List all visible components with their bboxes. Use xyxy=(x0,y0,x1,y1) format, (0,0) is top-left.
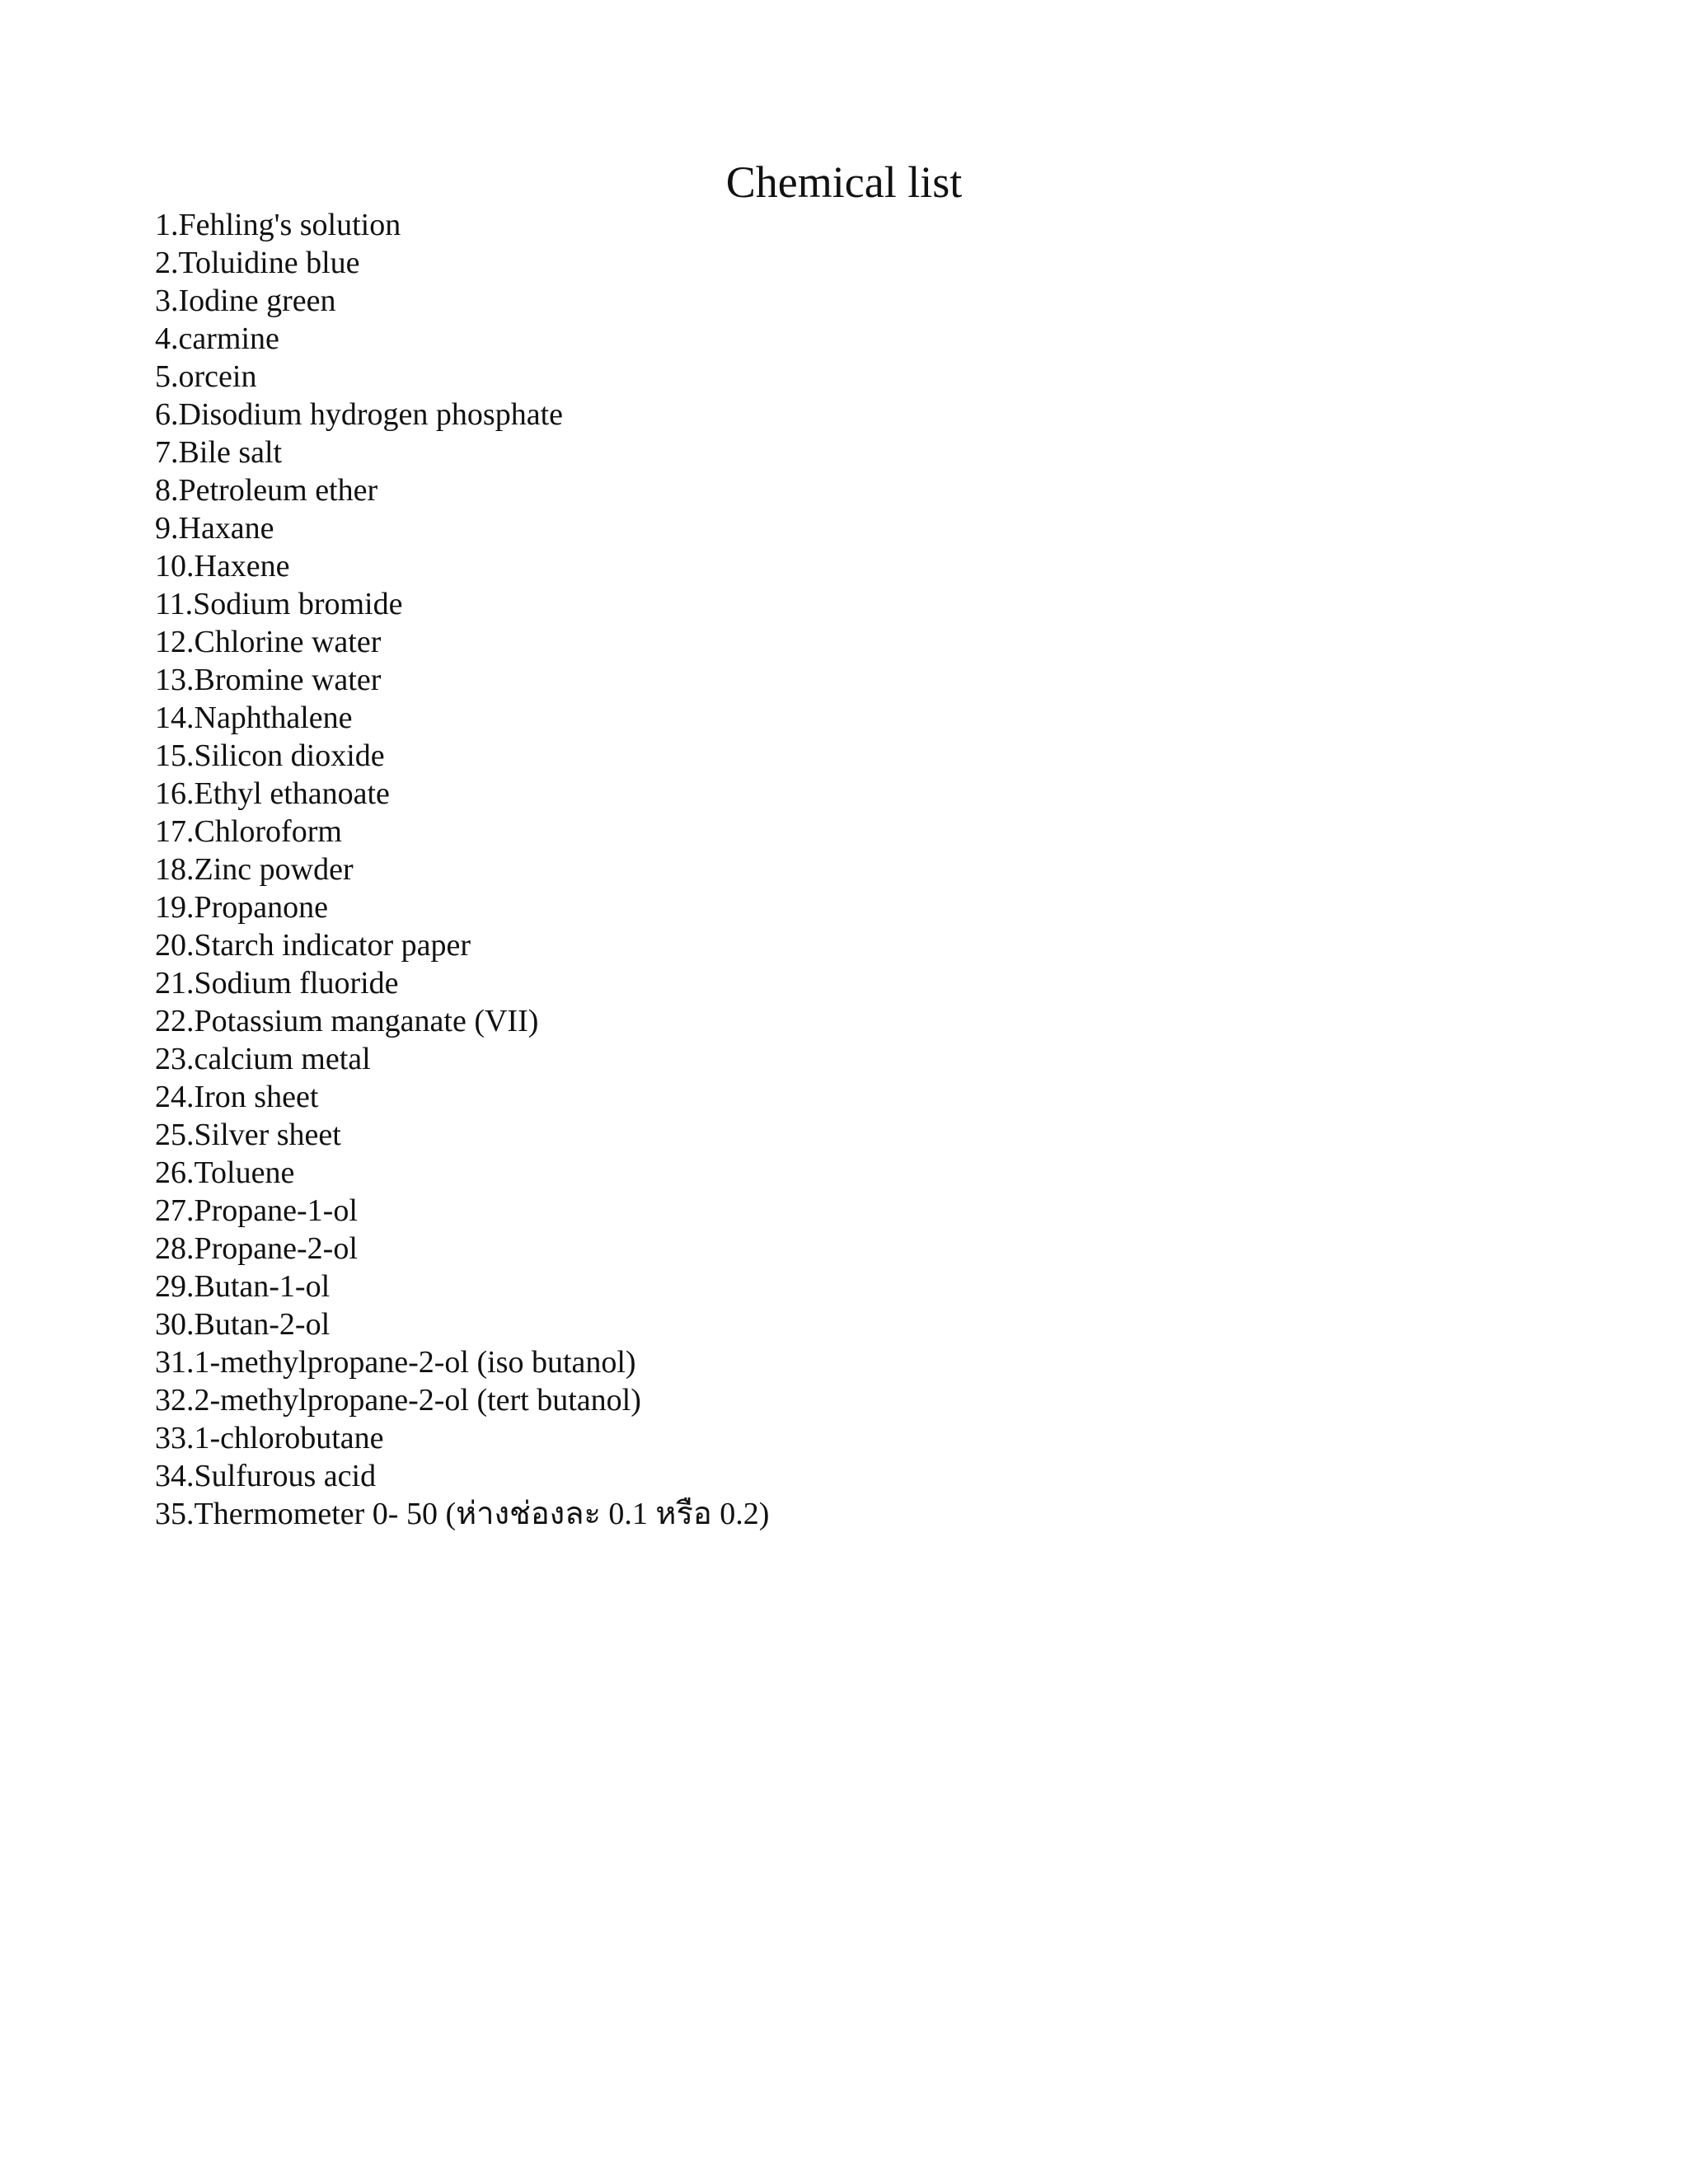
list-item: 23.calcium metal xyxy=(155,1042,371,1076)
list-item: 19.Propanone xyxy=(155,890,329,925)
list-item: 25.Silver sheet xyxy=(155,1118,341,1152)
list-item: 24.Iron sheet xyxy=(155,1080,319,1114)
list-item: 3.Iodine green xyxy=(155,284,336,318)
list-item: 30.Butan-2-ol xyxy=(155,1307,331,1342)
list-item: 16.Ethyl ethanoate xyxy=(155,776,390,811)
list-item: 17.Chloroform xyxy=(155,814,342,849)
list-item: 12.Chlorine water xyxy=(155,625,382,659)
list-item: 27.Propane-1-ol xyxy=(155,1193,358,1228)
list-item: 33.1-chlorobutane xyxy=(155,1421,384,1455)
list-item: 2.Toluidine blue xyxy=(155,246,360,280)
list-item: 13.Bromine water xyxy=(155,663,382,697)
document-title: Chemical list xyxy=(725,157,963,207)
list-item: 22.Potassium manganate (VII) xyxy=(155,1004,539,1038)
list-item: 34.Sulfurous acid xyxy=(155,1459,377,1493)
list-item: 11.Sodium bromide xyxy=(155,587,403,621)
chemical-list xyxy=(155,206,769,1533)
list-item: 8.Petroleum ether xyxy=(155,473,378,508)
list-item: 6.Disodium hydrogen phosphate xyxy=(155,397,564,432)
list-item: 1.Fehling's solution xyxy=(155,208,401,242)
list-item: 14.Naphthalene xyxy=(155,701,353,735)
list-item: 20.Starch indicator paper xyxy=(155,928,471,963)
list-item: 9.Haxane xyxy=(155,511,274,546)
list-item: 4.carmine xyxy=(155,321,279,356)
list-item: 31.1-methylpropane-2-ol (iso butanol) xyxy=(155,1345,636,1380)
list-item: 21.Sodium fluoride xyxy=(155,966,399,1001)
list-item: 29.Butan-1-ol xyxy=(155,1269,331,1304)
list-item: 32.2-methylpropane-2-ol (tert butanol) xyxy=(155,1383,641,1418)
list-item: 18.Zinc powder xyxy=(155,852,354,887)
list-item: 15.Silicon dioxide xyxy=(155,738,385,773)
list-item: 5.orcein xyxy=(155,359,257,394)
list-item: 26.Toluene xyxy=(155,1155,295,1190)
list-item: 7.Bile salt xyxy=(155,435,283,470)
list-item: 10.Haxene xyxy=(155,549,290,583)
list-item: 28.Propane-2-ol xyxy=(155,1231,358,1266)
list-item: 35.Thermometer 0- 50 (ห่างช่องละ 0.1 หรือ 0.2) xyxy=(155,1497,770,1531)
